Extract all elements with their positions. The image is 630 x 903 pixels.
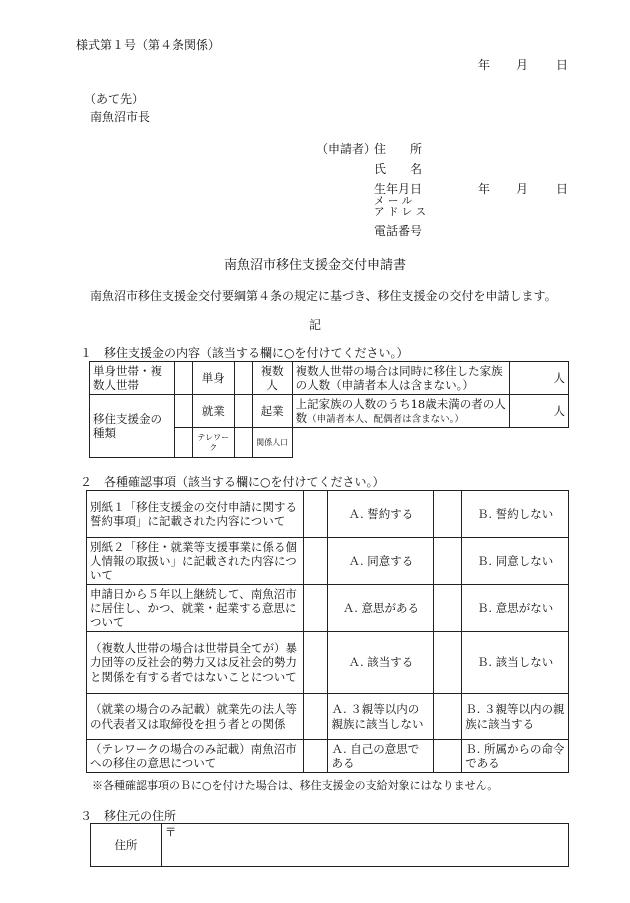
ki-heading: 記 [308,318,321,332]
birth-month-label: 月 [516,182,529,196]
applicant-email-label: メ ー ル ア ド レ ス [374,195,427,219]
child-count-cell[interactable] [510,395,569,428]
confirm-b-mark[interactable] [434,694,462,740]
section2-table [86,490,569,773]
confirm-b-mark[interactable] [434,491,462,538]
postal-mark: 〒 [164,825,177,839]
previous-address-label: 住所 [91,824,162,867]
applicant-address-label: 住 所 [374,142,423,156]
confirm-b-mark[interactable] [434,585,462,632]
telework-mark-cell[interactable] [174,428,192,458]
type-label: 移住支援金の種類 [90,395,175,458]
table-row [87,491,569,538]
confirm-a-mark[interactable] [303,585,328,632]
confirm-a-label: Ａ. 該当する [328,632,434,694]
child-count-desc: 上記家族の人数のうち18歳未満の者の人数（申請者本人、配偶者は含まない。） [292,395,509,428]
page-title: 南魚沼市移住支援金交付申請書 [223,258,406,273]
date-year-label: 年 [478,58,491,72]
confirm-a-label: Ａ. 自己の意思である [328,740,434,773]
intro-text: 南魚沼市移住支援金交付要綱第４条の規定に基づき、移住支援金の交付を申請します。 [90,289,557,303]
family-count-cell[interactable] [510,362,569,395]
confirm-item: （テレワークの場合のみ記載）南魚沼市への移住の意思について [87,740,304,773]
confirm-b-mark[interactable] [434,632,462,694]
blank-cell [292,428,568,458]
employment-mark-cell[interactable] [174,395,192,428]
table-row [87,740,569,773]
confirm-a-mark[interactable] [303,538,328,585]
confirm-b-label: Ｂ. 同意しない [462,538,569,585]
confirm-item: （複数人世帯の場合は世帯員全てが）暴力団等の反社会的勢力又は反社会的勢力と関係を有する者ではないことについて [87,632,304,694]
section1-heading: １ 移住支援金の内容（該当する欄に○を付けてください。） [80,346,409,360]
related-pop-mark-cell[interactable] [234,428,252,458]
confirm-a-mark[interactable] [303,740,328,773]
confirm-item: （就業の場合のみ記載）就業先の法人等の代表者又は取締役を担う者との関係 [87,694,304,740]
applicant-phone-label: 電話番号 [374,224,423,238]
section3-table [90,823,569,867]
employment-label: 就業 [192,395,234,428]
applicant-name-label: 氏 名 [374,162,423,176]
confirm-item: 申請日から５年以上継続して、南魚沼市に居住し、かつ、就業・起業する意思について [87,585,304,632]
multiple-mark-cell[interactable] [234,362,252,395]
confirm-item: 別紙１「移住支援金の交付申請に関する誓約事項」に記載された内容について [87,491,304,538]
addressee-name: 南魚沼市長 [90,110,151,124]
confirm-a-label: Ａ. ３親等以内の親族に該当しない [328,694,434,740]
date-day-label: 日 [556,58,569,72]
household-label: 単身世帯・複数人世帯 [90,362,175,395]
family-count-unit: 人 [553,370,565,385]
birth-day-label: 日 [556,182,569,196]
confirm-a-mark[interactable] [303,694,328,740]
section2-footnote: ※各種確認事項のＢに○を付けた場合は、移住支援金の支給対象にはなりません。 [92,779,499,792]
multiple-label: 複数人 [252,362,292,395]
confirm-b-label: Ｂ. 誓約しない [462,491,569,538]
confirm-a-label: Ａ. 同意する [328,538,434,585]
startup-mark-cell[interactable] [234,395,252,428]
confirm-b-mark[interactable] [434,538,462,585]
confirm-b-label: Ｂ. 意思がない [462,585,569,632]
confirm-a-label: Ａ. 誓約する [328,491,434,538]
telework-label: テレワーク [192,428,234,458]
date-month-label: 月 [516,58,529,72]
confirm-b-label: Ｂ. 所属からの命令である [462,740,569,773]
previous-address-field[interactable] [161,824,568,867]
single-label: 単身 [192,362,234,395]
confirm-a-label: Ａ. 意思がある [328,585,434,632]
table-row [87,694,569,740]
confirm-a-mark[interactable] [303,491,328,538]
table-row [87,632,569,694]
table-row [87,538,569,585]
multi-household-desc: 複数人世帯の場合は同時に移住した家族の人数（申請者本人は含まない。） [292,362,509,395]
confirm-b-mark[interactable] [434,740,462,773]
birth-year-label: 年 [478,182,491,196]
child-count-unit: 人 [553,403,565,418]
applicant-birthdate-label: 生年月日 [374,182,423,196]
single-mark-cell[interactable] [174,362,192,395]
table-row [87,585,569,632]
section1-table [89,361,569,458]
section2-heading: ２ 各種確認事項（該当する欄に○を付けてください。） [80,475,385,489]
confirm-item: 別紙２「移住・就業等支援事業に係る個人情報の取扱い」に記載された内容について [87,538,304,585]
related-pop-label: 関係人口 [252,428,292,458]
addressee-label: （あて先） [84,92,145,106]
applicant-label: （申請者） [316,142,377,156]
confirm-a-mark[interactable] [303,632,328,694]
form-number: 様式第１号（第４条関係） [76,38,221,52]
confirm-b-label: Ｂ. ３親等以内の親族に該当する [462,694,569,740]
section3-heading: ３ 移住元の住所 [80,809,177,823]
confirm-b-label: Ｂ. 該当しない [462,632,569,694]
startup-label: 起業 [252,395,292,428]
